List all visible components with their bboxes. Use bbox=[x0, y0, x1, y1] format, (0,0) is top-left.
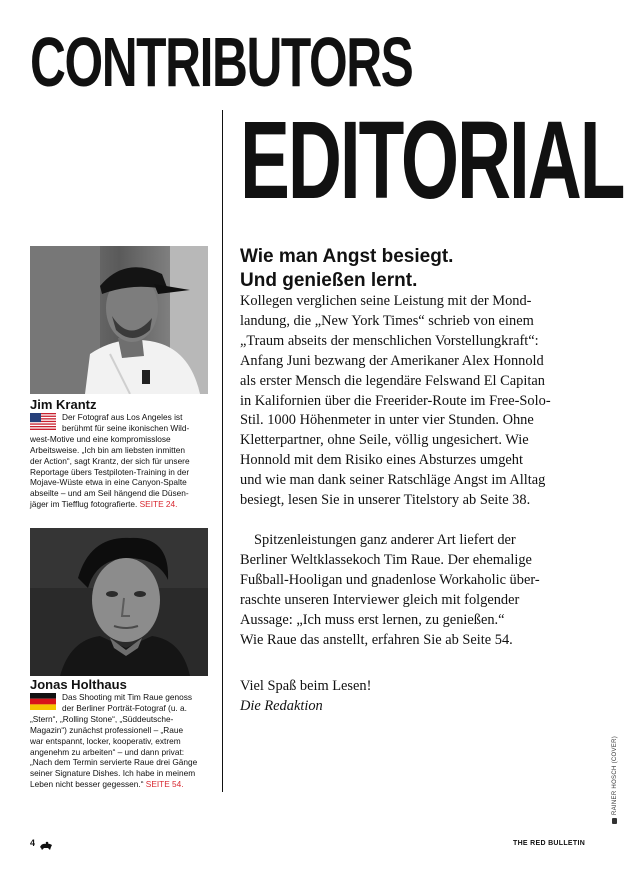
page-number: 4 bbox=[30, 838, 36, 848]
contributor-bio bbox=[30, 692, 210, 790]
editorial-paragraph bbox=[240, 292, 551, 511]
photo-credit-text: RAINER HOSCH (COVER) bbox=[612, 735, 619, 815]
photo-credit bbox=[612, 736, 618, 824]
closing-line: Viel Spaß beim Lesen! bbox=[240, 678, 372, 694]
text-line: Kletterpartner, ohne Seile, völlig ungesichert. Wie bbox=[240, 432, 529, 449]
bio-line: Magazin“) zunächst professionell – „Raue bbox=[30, 724, 184, 735]
page-reference-link[interactable]: SEITE 54. bbox=[145, 779, 184, 790]
text-line: Kollegen verglichen seine Leistung mit der Mond- bbox=[240, 293, 532, 309]
bio-line: west-Motive und eine kompromisslose bbox=[30, 433, 171, 444]
contributors-title: CONTRIBUTORS bbox=[30, 23, 413, 101]
bio-line: der Action“, sagt Krantz, der sich für unsere bbox=[30, 455, 190, 466]
text-line: Berliner Weltklassekoch Tim Raue. Der ehemalige bbox=[240, 551, 532, 568]
bio-line: Mojave-Wüste etwa in eine Canyon-Spalte bbox=[30, 477, 187, 488]
text-line: Wie Raue das anstellt, erfahren Sie ab Seite 54. bbox=[240, 631, 513, 648]
bio-line: seiner Signature Dishes. Ich habe in meinem bbox=[30, 768, 196, 779]
text-line: als erster Mensch die legendäre Felswand El Capitan bbox=[240, 372, 545, 389]
editorial-title: EDITORIAL bbox=[240, 99, 624, 222]
bio-line: Leben nicht besser gegessen.“ bbox=[30, 779, 144, 790]
bio-line: Reportage übers Testpiloten-Training in der bbox=[30, 466, 190, 477]
page-reference-link[interactable]: SEITE 24. bbox=[139, 499, 178, 510]
contributor-name: Jonas Holthaus bbox=[30, 677, 127, 692]
editorial-closing bbox=[240, 677, 371, 717]
text-line: Fußball-Hooligan und gnadenlose Workaholic über- bbox=[240, 571, 540, 588]
bio-line: „Stern“, „Rolling Stone“, „Süddeutsche- bbox=[30, 713, 174, 724]
text-line: landung, die „New York Times“ schrieb von einem bbox=[240, 312, 534, 329]
bio-line: Der Fotograf aus Los Angeles ist bbox=[62, 412, 183, 422]
photo-jonas-holthaus bbox=[30, 528, 208, 676]
bio-line: angenehm zu arbeiten“ – und dann privat: bbox=[30, 746, 185, 757]
text-line: Aussage: „Ich muss erst lernen, zu genießen.“ bbox=[240, 611, 505, 628]
text-line: Honnold mit dem Risiko eines Absturzes umgeht bbox=[240, 452, 523, 469]
text-line: Stil. 1000 Höhenmeter in unter vier Stunden. Ohne bbox=[240, 412, 534, 429]
headline-line: Wie man Angst besiegt. bbox=[240, 246, 454, 267]
text-line: in Kalifornien über die Freerider-Route im Free-Solo- bbox=[240, 392, 551, 409]
editorial-headline bbox=[240, 245, 453, 293]
column-divider bbox=[222, 110, 223, 792]
brand-name: THE RED BULLETIN bbox=[513, 840, 586, 847]
photo-jim-krantz bbox=[30, 246, 208, 394]
bio-line: Arbeitsweise. „Ich bin am liebsten inmitten bbox=[30, 444, 185, 455]
bio-line: jäger im Tiefflug fotografierte. bbox=[30, 499, 138, 510]
text-line: besiegt, lesen Sie in unserer Titelstory ab Seite 38. bbox=[240, 492, 531, 509]
editorial-paragraph bbox=[240, 531, 540, 650]
contributor-name: Jim Krantz bbox=[30, 397, 97, 412]
text-line: „Traum abseits der menschlichen Vorstellungkraft“: bbox=[240, 332, 539, 349]
text-line: Anfang Juni bezwang der Amerikaner Alex Honnold bbox=[240, 352, 544, 369]
text-line: raschte unseren Interviewer gleich mit folgender bbox=[240, 591, 520, 608]
bio-line: Das Shooting mit Tim Raue genoss bbox=[62, 692, 193, 702]
headline-line: Und genießen lernt. bbox=[240, 270, 418, 291]
bio-line: abseilte – und am Seil hängend die Düsen- bbox=[30, 488, 189, 499]
bio-line: „Nach dem Termin servierte Raue drei Gänge bbox=[30, 757, 198, 768]
contributor-bio bbox=[30, 412, 210, 510]
text-line: und wie man dank seiner Ratschläge Angst im Alltag bbox=[240, 472, 546, 489]
bio-line: war entspannt, locker, kooperativ, extrem bbox=[30, 735, 181, 746]
bio-line: berühmt für seine ikonischen Wild- bbox=[62, 422, 190, 433]
camera-icon bbox=[612, 818, 617, 824]
text-line: Spitzenleistungen ganz anderer Art liefert der bbox=[254, 532, 516, 548]
bio-line: der Berliner Porträt-Fotograf (u. a. bbox=[62, 702, 187, 713]
red-bull-logo-icon bbox=[39, 838, 53, 848]
signature: Die Redaktion bbox=[240, 697, 323, 714]
